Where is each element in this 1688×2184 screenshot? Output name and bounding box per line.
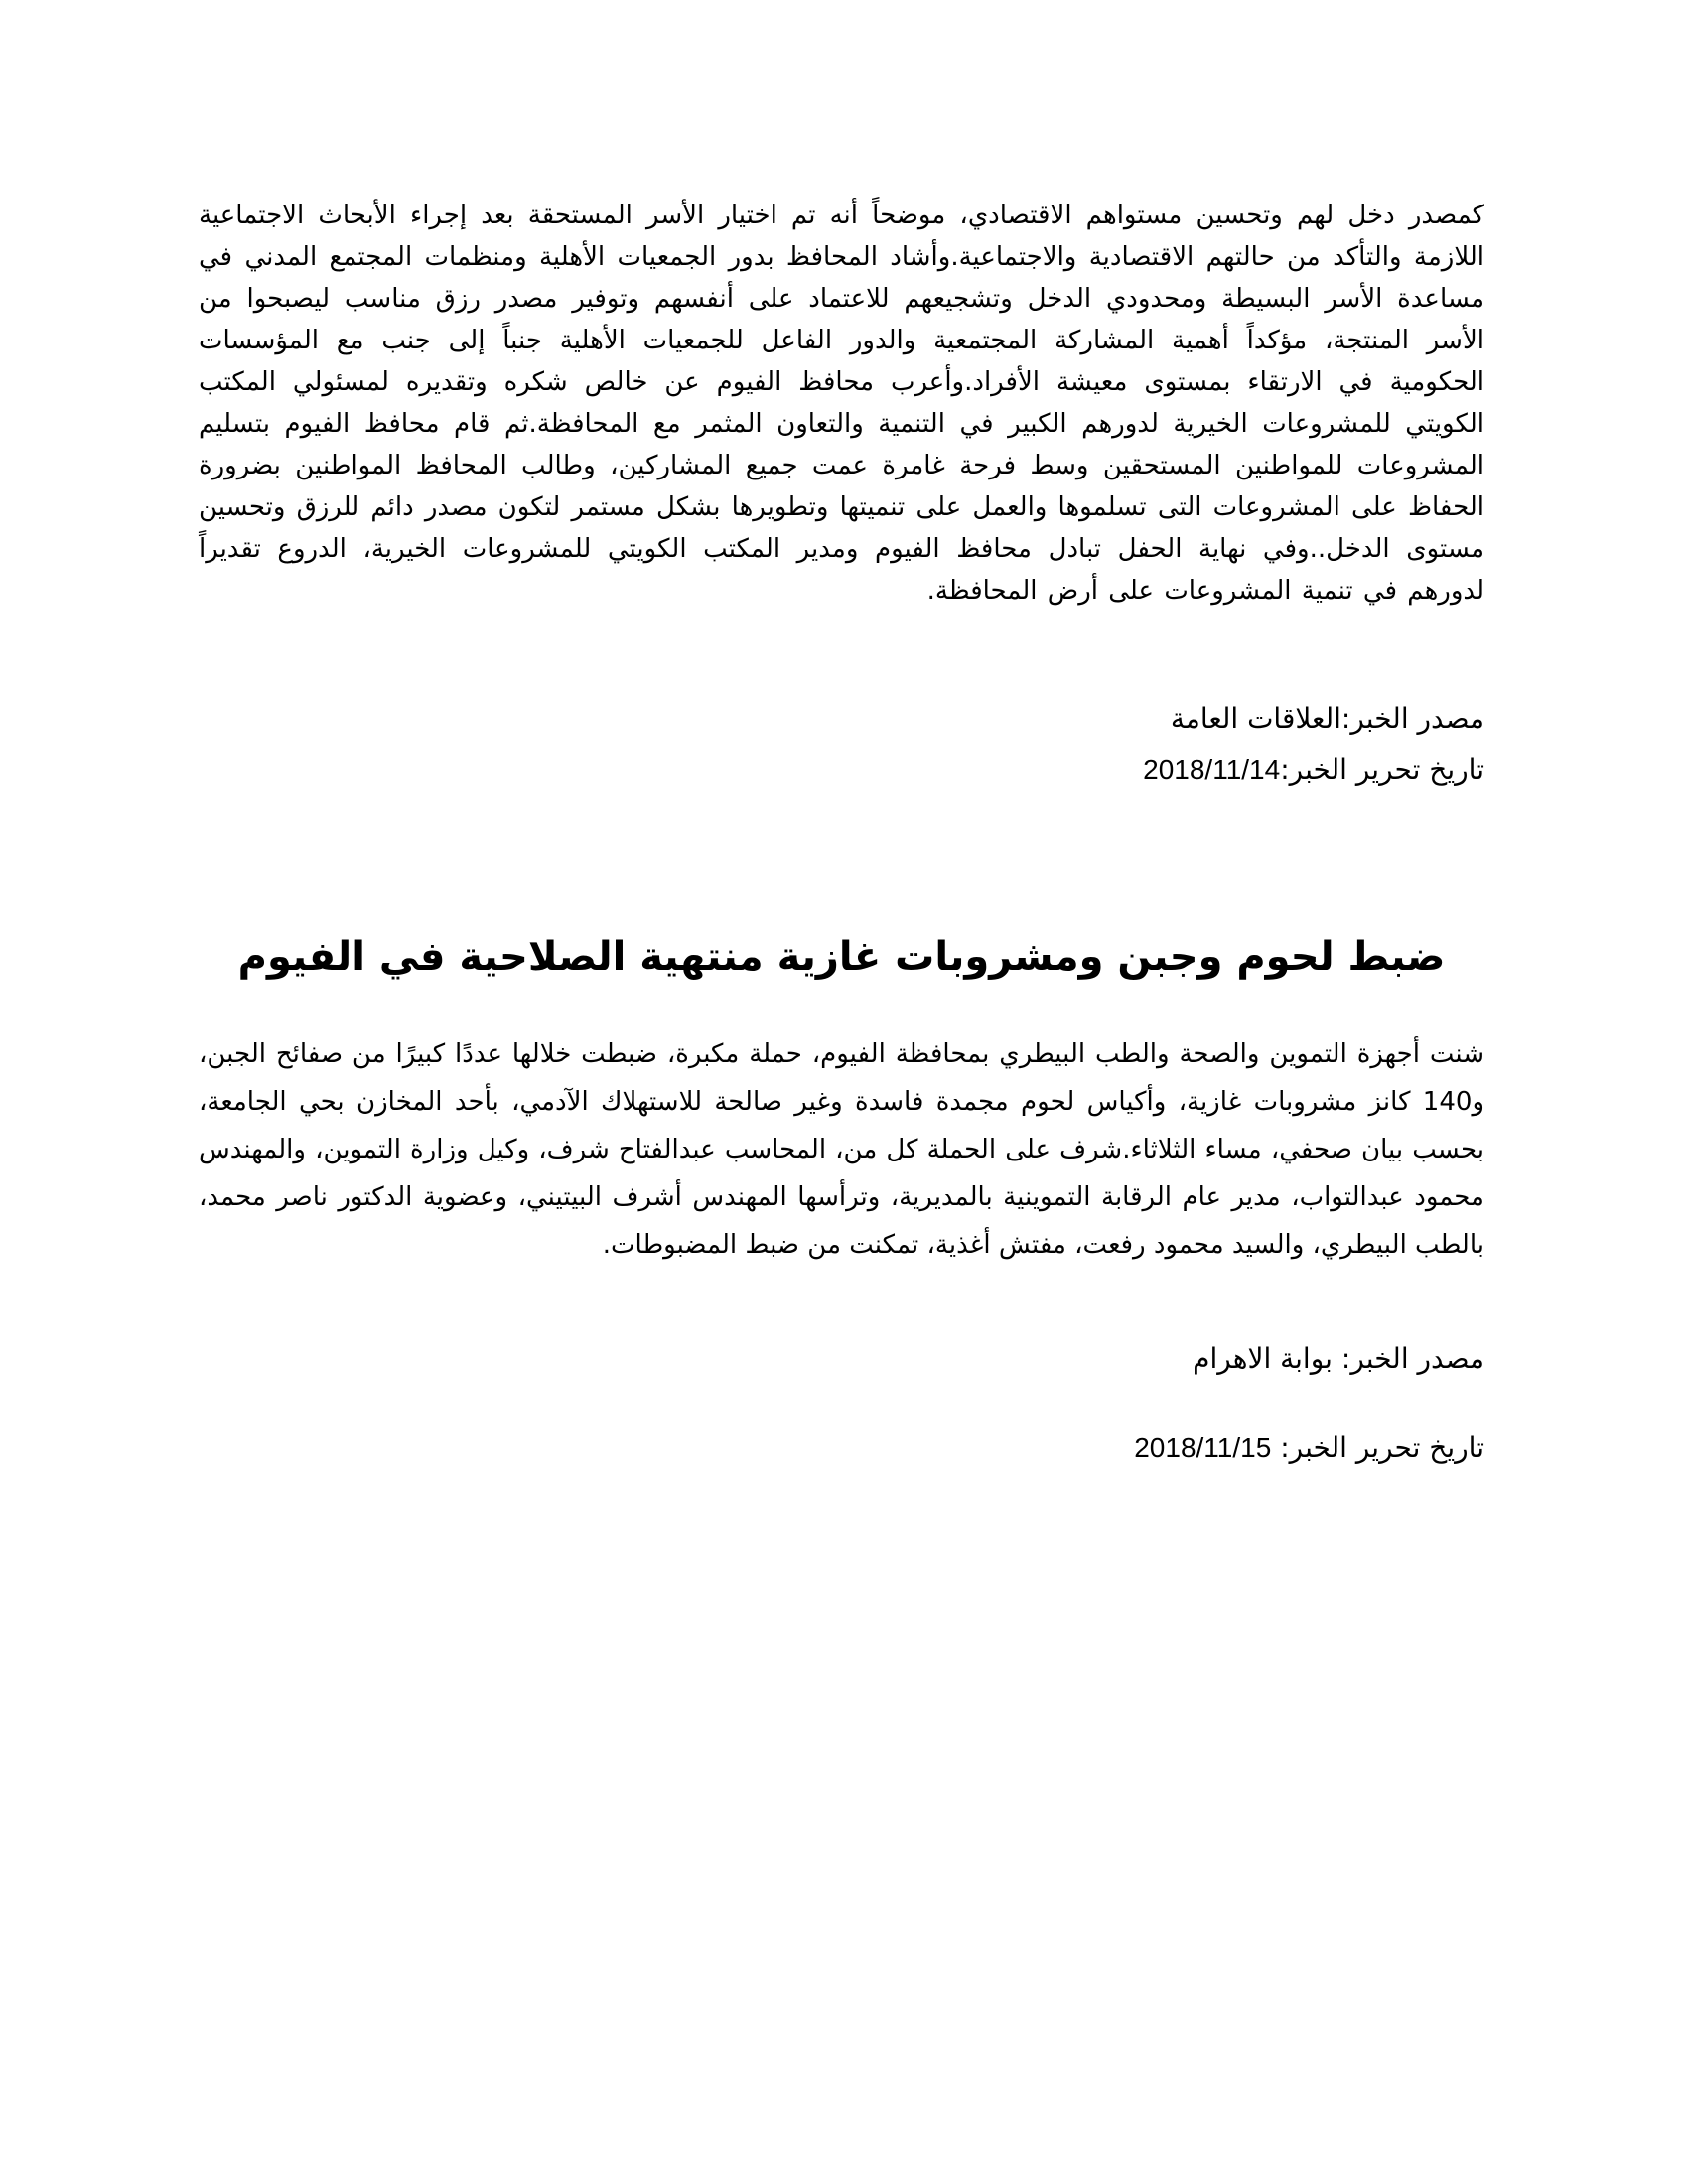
article1-source-line	[1171, 701, 1484, 737]
separator: :	[1340, 702, 1351, 735]
article2-date-line	[1134, 1431, 1484, 1466]
article1-source-label: مصدر الخبر	[1350, 702, 1484, 735]
article1-date-line	[1143, 752, 1484, 788]
article1-source-value: العلاقات العامة	[1170, 702, 1341, 735]
article2-source-value: بوابة الاهرام	[1193, 1342, 1333, 1375]
separator: :	[1280, 753, 1290, 786]
separator: :	[1332, 1342, 1351, 1375]
article2-source-label: مصدر الخبر	[1350, 1342, 1484, 1375]
article2-body: شنت أجهزة التموين والصحة والطب البيطري بمحافظة الفيوم، حملة مكبرة، ضبطت خلالها عددًا كبيرًا من صفائح الجبن، و140 كانز مشروبات غازية، وأكياس لحوم مجمدة فاسدة وغير صالحة للاستهلاك الآدمي، بأحد المخازن بحي الجامعة، بحسب بيان صحفي، مساء الثلاثاء.شرف على الحملة كل من، المحاسب عبدالفتاح شرف، وكيل وزارة التموين، والمهندس محمود عبدالتواب، مدير عام الرقابة التموينية بالمديرية، وترأسها المهندس أشرف البيتيني، وعضوية الدكتور ناصر محمد، بالطب البيطري، والسيد محمود رفعت، مفتش أغذية، تمكنت من ضبط المضبوطات.	[199, 1039, 1484, 1260]
article1-date-label: تاريخ تحرير الخبر	[1289, 753, 1484, 786]
article2-date-value: 2018/11/15	[1134, 1433, 1272, 1463]
article1-body: كمصدر دخل لهم وتحسين مستواهم الاقتصادي، موضحاً أنه تم اختيار الأسر المستحقة بعد إجراء الأبحاث الاجتماعية اللازمة والتأكد من حالتهم الاقتصادية والاجتماعية.وأشاد المحافظ بدور الجمعيات الأهلية ومنظمات المجتمع المدني في مساعدة الأسر البسيطة ومحدودي الدخل وتشجيعهم للاعتماد على أنفسهم وتوفير مصدر رزق مناسب ليصبحوا من الأسر المنتجة، مؤكداً أهمية المشاركة المجتمعية والدور الفاعل للجمعيات الأهلية جنباً إلى جنب مع المؤسسات الحكومية في الارتقاء بمستوى معيشة الأفراد.وأعرب محافظ الفيوم عن خالص شكره وتقديره لمسئولي المكتب الكويتي للمشروعات الخيرية لدورهم الكبير في التنمية والتعاون المثمر مع المحافظة.ثم قام محافظ الفيوم بتسليم المشروعات للمواطنين المستحقين وسط فرحة غامرة عمت جميع المشاركين، وطالب المحافظ المواطنين بضرورة الحفاظ على المشروعات التى تسلموها والعمل على تنميتها وتطويرها بشكل مستمر لتكون مصدر دائم للرزق وتحسين مستوى الدخل..وفي نهاية الحفل تبادل محافظ الفيوم ومدير المكتب الكويتي للمشروعات الخيرية، الدروع تقديراً لدورهم في تنمية المشروعات على أرض المحافظة.	[199, 201, 1484, 606]
article2-date-label: تاريخ تحرير الخبر	[1289, 1432, 1484, 1464]
article1-date-value: 2018/11/14	[1143, 754, 1281, 785]
article2-source-line	[1193, 1341, 1484, 1377]
article2-headline: ضبط لحوم وجبن ومشروبات غازية منتهية الصلاحية في الفيوم	[237, 934, 1446, 980]
separator: :	[1271, 1432, 1290, 1464]
